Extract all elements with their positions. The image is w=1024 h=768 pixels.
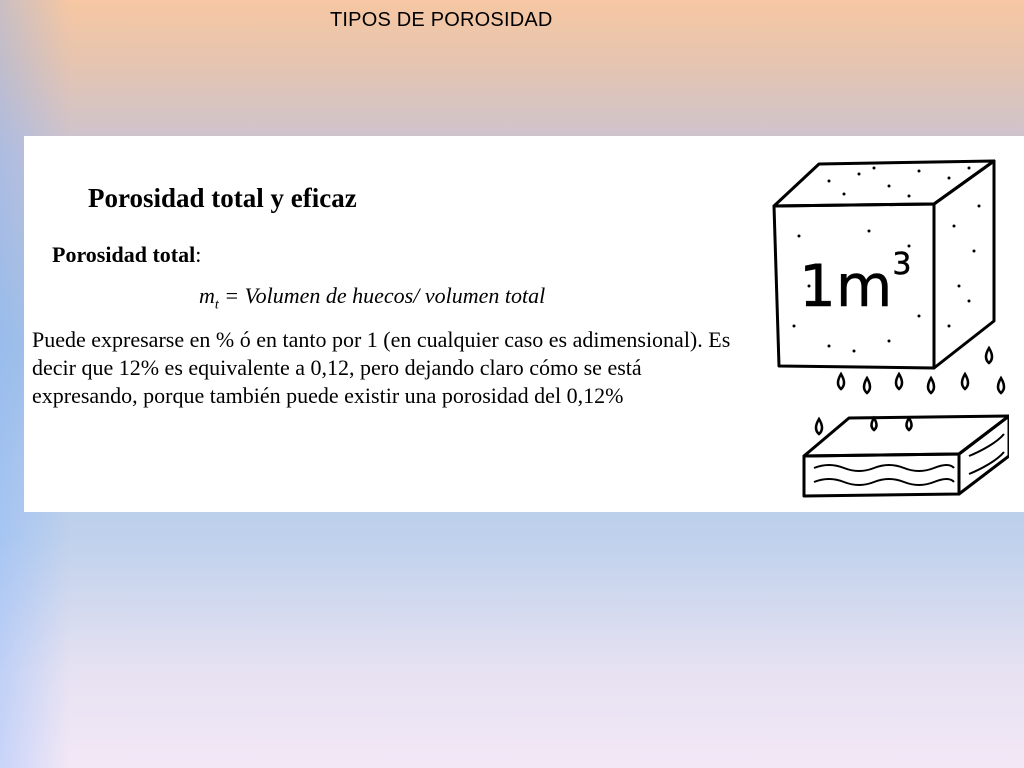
slide-title: TIPOS DE POROSIDAD: [330, 9, 553, 31]
cube-drainage-illustration: [769, 156, 1009, 501]
formula-subscript: t: [214, 297, 219, 313]
subheading-colon: :: [195, 242, 202, 267]
content-panel: [24, 136, 1024, 512]
section-heading: Porosidad total y eficaz: [88, 183, 357, 213]
cube-label-superscript: 3: [892, 247, 912, 282]
porosity-formula: [199, 283, 545, 313]
description-paragraph: Puede expresarse en % ó en tanto por 1 (en cualquier caso es adimensional). Es decir que 12% es equivalente a 0,12, pero dejando claro cómo se está expresando, porque también puede existir una porosidad del 0,12%: [32, 327, 731, 408]
subheading-label: Porosidad total: [52, 242, 196, 267]
cube-volume-label: [799, 247, 912, 320]
formula-variable: m: [199, 283, 215, 308]
subheading: [52, 242, 201, 268]
cube-label-text: 1m: [799, 252, 893, 320]
formula-expression: = Volumen de huecos/ volumen total: [218, 283, 546, 308]
